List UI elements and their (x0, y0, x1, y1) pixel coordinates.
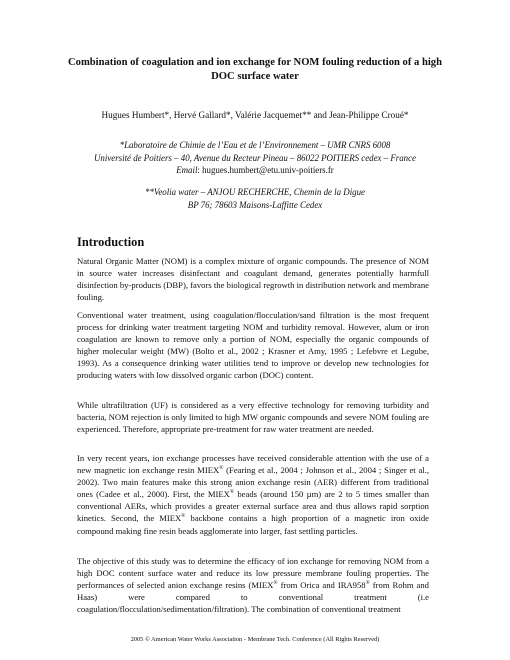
p4-part-a: In very recent years, ion exchange processes have received considerable attention with the use of a new magnetic ion exchange resin MIEX (77, 453, 429, 476)
affiliation-secondary (40, 186, 470, 211)
paragraph-2-text: Conventional water treatment, using coagulation/flocculation/sand filtration is the most frequent process for drinking water treatment targeting NOM and turbidity removal. However, alum or iron coagulation are known to remove only a portion of NOM, especially the organic compounds of higher molecular weight (MW) (Bolto et al., 2002 ; Krasner et Amy, 1995 ; Lefebvre et Legube, 1993). As a consequence drinking water utilities tend to improve or develop new technologies for producing waters with low dissolved organic carbon (DOC) content. (77, 310, 429, 381)
registered-mark: ® (273, 580, 278, 587)
registered-mark: ® (219, 465, 224, 472)
affiliation-secondary-line2: BP 76; 78603 Maisons-Laffitte Cedex (187, 199, 323, 210)
author-list: Hugues Humbert*, Hervé Gallard*, Valérie Jacquemet** and Jean-Philippe Croué* (101, 110, 409, 120)
paragraph-4 (77, 452, 429, 537)
affiliation-primary-line2: Université de Poitiers – 40, Avenue du Recteur Pineau – 86022 POITIERS cedex – France (94, 152, 416, 163)
registered-mark: ® (181, 513, 186, 520)
affiliation-primary-line1: *Laboratoire de Chimie de l’Eau et de l’Environnement – UMR CNRS 6008 (119, 140, 391, 150)
paper-title: Combination of coagulation and ion exchange for NOM fouling reduction of a high DOC surface water (68, 57, 442, 82)
affiliation-email (40, 164, 470, 177)
affiliation-secondary-line1: **Veolia water – ANJOU RECHERCHE, Chemin de la Digue (145, 187, 365, 197)
email-address: : hugues.humbert@etu.univ-poitiers.fr (197, 165, 334, 175)
paragraph-3 (77, 399, 429, 435)
p5-part-a: The objective of this study was to determine the efficacy of ion exchange for removing NOM from a high DOC content surface water and reduce its low pressure membrane fouling properties. The performances of selected anion exchange resins (MIEX (77, 556, 429, 591)
p5-part-b: from Orica and IRA958 (277, 580, 366, 591)
p5-part-c: from Rohm and Haas) were compared to conventional treatment (i.e coagulation/flocculation/sedimentation/filtration). The combination of conventional treatment (77, 580, 429, 615)
p4-part-b: (Fearing et al., 2004 ; Johnson et al., 2004 ; Singer et al., 2002). Two main features make this strong anion exchange resin (AER) different from traditional ones (Cadee et al., 2000). First, the MIEX (77, 465, 429, 500)
email-label: Email (176, 165, 198, 175)
paragraph-5-text (77, 555, 429, 615)
paragraph-1-text: Natural Organic Matter (NOM) is a complex mixture of organic compounds. The presence of NOM in source water increases disinfectant and coagulant demand, generates potentially harmfull disinfection by-products (DBP), favors the biological regrowth in distribution network and membrane fouling. (77, 256, 429, 303)
registered-mark: ® (229, 489, 235, 496)
paragraph-5 (77, 555, 429, 615)
p4-part-c: beads (around 150 µm) are 2 to 5 times smaller than conventional AERs, which provides a greater external surface area and thus allows rapid sorption kinetics. Second, the MIEX (77, 489, 430, 524)
section-heading-introduction: Introduction (77, 235, 145, 249)
page-footer: 2005 © American Water Works Association - Membrane Tech. Conference (All Rights Reserved) (130, 636, 380, 643)
paragraph-2 (77, 309, 429, 382)
affiliation-primary (40, 139, 470, 177)
paragraph-1 (77, 255, 429, 303)
p4-part-d: backbone contains a high proportion of a magnetic iron oxide compound making fine resin beads agglomerate into larger, fast settling particles. (77, 513, 430, 536)
paragraph-4-text (77, 452, 429, 537)
registered-mark: ® (365, 580, 370, 587)
paragraph-3-text: While ultrafiltration (UF) is considered as a very effective technology for removing turbidity and bacteria, NOM rejection is only limited to high MW organic compounds and severe NOM fouling are experienced. Therefore, appropriate pre-treatment for raw water treatment are needed. (77, 400, 429, 435)
